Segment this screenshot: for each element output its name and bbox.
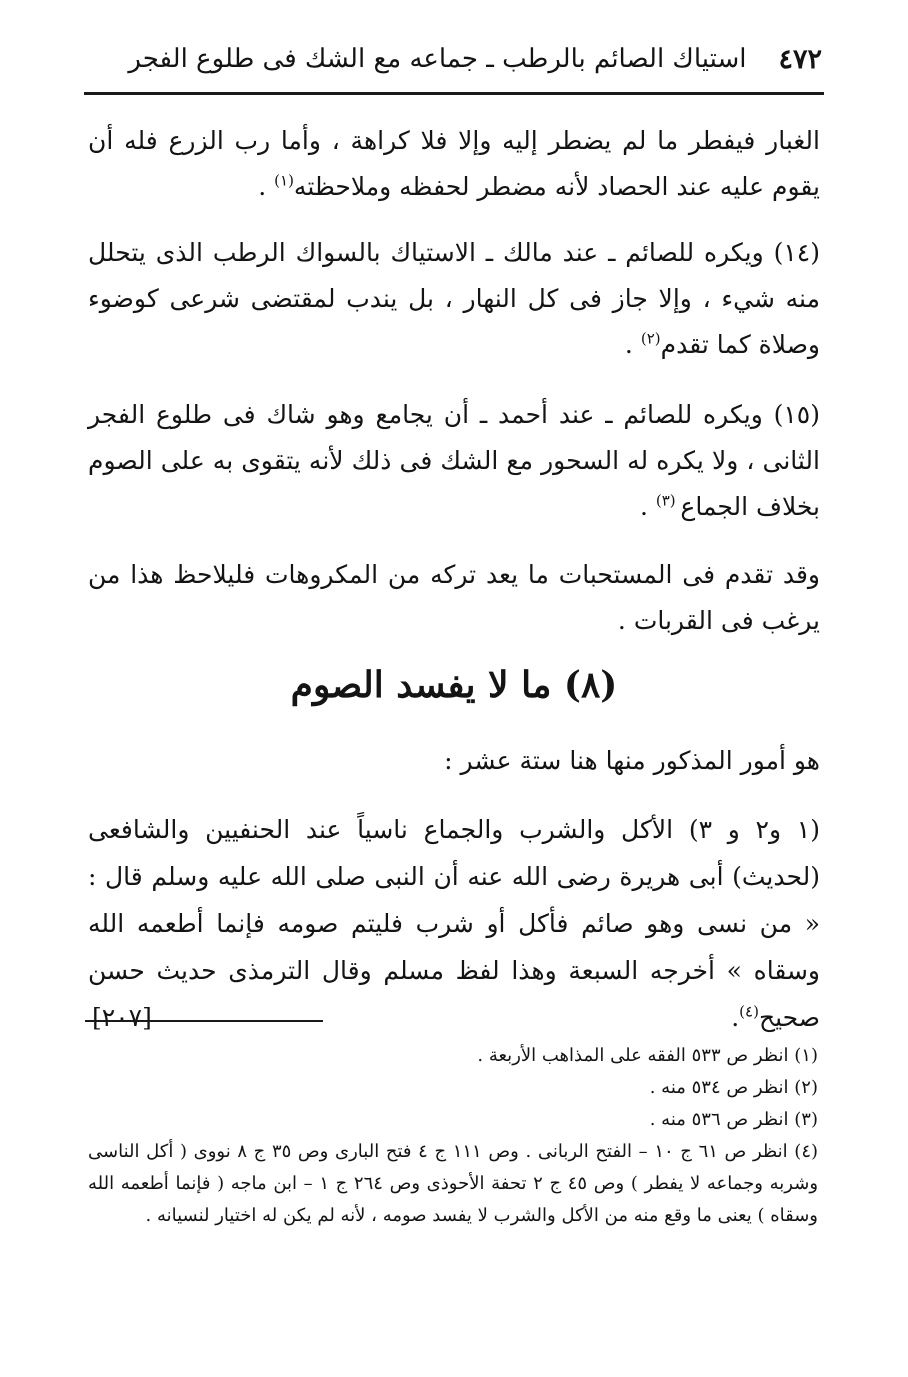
paragraph-text: الغبار فيفطر ما لم يضطر إليه وإلا فلا كراهة ، وأما رب الزرع فله أن يقوم عليه عند الحصاد لأنه مضطر لحفظه وملاحظته: [88, 126, 820, 201]
paragraph-end: .: [258, 172, 275, 201]
paragraph-end: .: [639, 492, 656, 521]
footnote-1: (١) انظر ص ٥٣٣ الفقه على المذاهب الأربعة .: [477, 1045, 818, 1066]
footnote-divider: [85, 1020, 323, 1022]
footnote-ref-4[interactable]: (٤): [739, 1002, 759, 1021]
footnote-ref-1[interactable]: (١): [274, 171, 294, 190]
footnote-2: (٢) انظر ص ٥٣٤ منه .: [649, 1077, 818, 1098]
paragraph-text: (١٥) ويكره للصائم ـ عند أحمد ـ أن يجامع وهو شاك فى طلوع الفجر الثانى ، ولا يكره له السحور مع الشك فى ذلك لأنه يتقوى به على الصوم بخلاف الجماع: [88, 400, 820, 521]
footnote-ref-3[interactable]: (٣): [655, 491, 681, 510]
paragraph-end: .: [731, 1003, 740, 1032]
paragraph-note: وقد تقدم فى المستحبات ما يعد تركه من المكروهات فليلاحظ هذا من يرغب فى القربات .: [88, 560, 820, 635]
footnotes: [88, 1040, 820, 1232]
paragraph-14: [88, 230, 820, 368]
paragraph-15: [88, 392, 820, 530]
page-number: ٤٧٢: [778, 43, 822, 75]
section-item-1-3: [88, 806, 820, 1041]
paragraph-text: (١٤) ويكره للصائم ـ عند مالك ـ الاستياك بالسواك الرطب الذى يتحلل منه شيء ، وإلا جاز فى كل النهار ، بل يندب لمقتضى شرعى كوضوء وصلاة كما تقدم: [88, 238, 820, 359]
footnote-ref-2[interactable]: (٢): [640, 329, 661, 348]
paragraph-continuation: [88, 118, 820, 210]
section-heading: (٨) ما لا يفسد الصوم: [290, 664, 618, 706]
section-intro: هو أمور المذكور منها هنا ستة عشر :: [444, 746, 820, 775]
paragraph-end: .: [624, 330, 641, 359]
footnote-4: (٤) انظر ص ٦١ ج ١٠ – الفتح الربانى . وص ١١١ ج ٤ فتح البارى وص ٣٥ ج ٨ نووى ( أكل الناسى وشربه وجماعه لا يفطر ) وص ٤٥ ج ٢ تحفة الأحوذى وص ٢٦٤ ج ١ – ابن ماجه ( فإنما أطعمه الله وسقاه ) يعنى ما وقع منه من الأكل والشرب لا يفسد صومه ، لأنه لم يكن له اختيار لنسيانه .: [88, 1141, 819, 1226]
header-divider: [84, 92, 824, 95]
paragraph-text: (١ و٢ و ٣) الأكل والشرب والجماع ناسياً عند الحنفيين والشافعى (لحديث) أبى هريرة رضى الله عنه أن النبى صلى الله عليه وسلم قال : « من نسى وهو صائم فأكل أو شرب فليتم صومه فإنما أطعمه الله وسقاه » أخرجه السبعة وهذا لفظ مسلم وقال الترمذى حديث حسن صحيح: [88, 815, 820, 1032]
footnote-3: (٣) انظر ص ٥٣٦ منه .: [649, 1109, 818, 1130]
hadith-number: [٢٠٧]: [92, 1003, 152, 1032]
running-title: استياك الصائم بالرطب ـ جماعه مع الشك فى طلوع الفجر: [128, 44, 747, 74]
running-header: [88, 34, 822, 84]
